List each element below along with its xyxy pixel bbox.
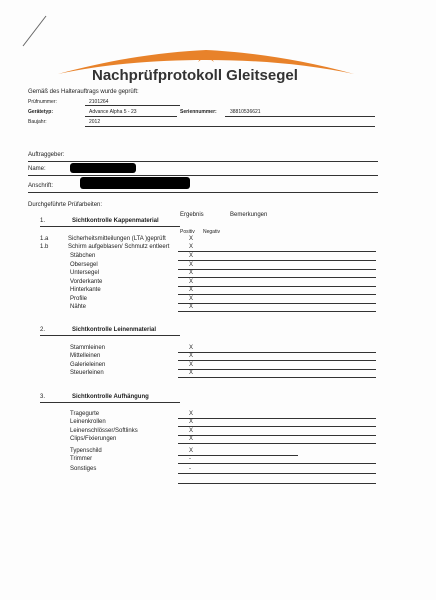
item-label: Typenschild: [70, 448, 102, 454]
redacted-name: [70, 163, 136, 173]
item-mark: X: [189, 370, 194, 376]
item-label: Leinenschlösser/Softlinks: [70, 428, 138, 434]
build-year-label: Baujahr:: [28, 119, 47, 125]
client-heading: Auftraggeber:: [28, 152, 65, 158]
item-mark: X: [189, 253, 194, 259]
checks-heading: Durchgeführte Prüfarbeiten:: [28, 202, 103, 208]
item-label: Trimmer: [70, 456, 93, 462]
item-label: Leinenkrollen: [70, 419, 106, 425]
item-label: Sonstiges: [70, 466, 97, 472]
item-mark: X: [189, 353, 194, 359]
item-mark: X: [189, 362, 194, 368]
item-label: Obersegel: [70, 262, 98, 268]
item-1a-number: 1.a: [40, 236, 49, 242]
item-1b-number: 1.b: [40, 244, 49, 250]
section-3-title: Sichtkontrolle Aufhängung: [72, 394, 149, 400]
item-mark: X: [189, 436, 194, 442]
item-label: Mittelleinen: [70, 353, 101, 359]
item-mark: X: [189, 296, 194, 302]
inspection-number-label: Prüfnummer:: [28, 99, 57, 105]
item-label: Hinterkante: [70, 287, 101, 293]
inspection-number-value: 2101264: [89, 99, 109, 105]
item-label: Galerieleinen: [70, 362, 106, 368]
item-mark: -: [189, 456, 191, 462]
item-mark: X: [189, 262, 194, 268]
client-address-label: Anschrift:: [28, 183, 54, 189]
item-mark: X: [189, 236, 194, 242]
item-label: Vorderkante: [70, 279, 103, 285]
item-mark: -: [189, 466, 191, 472]
result-column-header: Ergebnis: [180, 212, 204, 218]
section-3-number: 3.: [40, 394, 46, 400]
item-label: Stammleinen: [70, 345, 106, 351]
item-mark: X: [189, 448, 194, 454]
item-label: Schirm aufgeblasen/ Schmutz entleert: [68, 244, 170, 250]
redacted-address: [80, 177, 190, 189]
negative-column-header: Negativ: [203, 229, 220, 235]
section-2-number: 2.: [40, 327, 46, 333]
section-1-title: Sichtkontrolle Kappenmaterial: [72, 218, 159, 224]
serial-number-label: Seriennummer:: [180, 109, 217, 115]
remarks-column-header: Bemerkungen: [230, 212, 268, 218]
item-label: Steuerleinen: [70, 370, 104, 376]
item-mark: X: [189, 287, 194, 293]
item-mark: X: [189, 304, 194, 310]
item-label: Profile: [70, 296, 88, 302]
item-label: Sicherheitsmitteilungen (LTA )geprüft: [68, 236, 166, 242]
item-mark: X: [189, 270, 194, 276]
build-year-value: 2012: [89, 119, 101, 125]
page-title: Nachprüfprotokoll Gleitsegel: [92, 67, 298, 84]
item-mark: X: [189, 428, 194, 434]
item-label: Clips/Fixierungen: [70, 436, 117, 442]
item-label: Tragegurte: [70, 411, 100, 417]
item-mark: X: [189, 244, 194, 250]
intro-heading: Gemäß des Halterauftrags wurde geprüft:: [28, 89, 139, 95]
positive-column-header: Positiv: [180, 229, 195, 235]
item-label: Nähte: [70, 304, 87, 310]
device-type-value: Advance Alpha 5 - 23: [89, 109, 137, 115]
item-mark: X: [189, 411, 194, 417]
section-2-title: Sichtkontrolle Leinenmaterial: [72, 327, 157, 333]
item-mark: X: [189, 419, 194, 425]
section-1-number: 1.: [40, 218, 46, 224]
item-mark: X: [189, 345, 194, 351]
pen-stroke-mark: [20, 14, 50, 48]
item-mark: X: [189, 279, 194, 285]
serial-number-value: 38810536621: [230, 109, 261, 115]
item-label: Stäbchen: [70, 253, 96, 259]
item-label: Untersegel: [70, 270, 100, 276]
device-type-label: Gerätetyp:: [28, 109, 54, 115]
client-name-label: Name:: [28, 166, 46, 172]
